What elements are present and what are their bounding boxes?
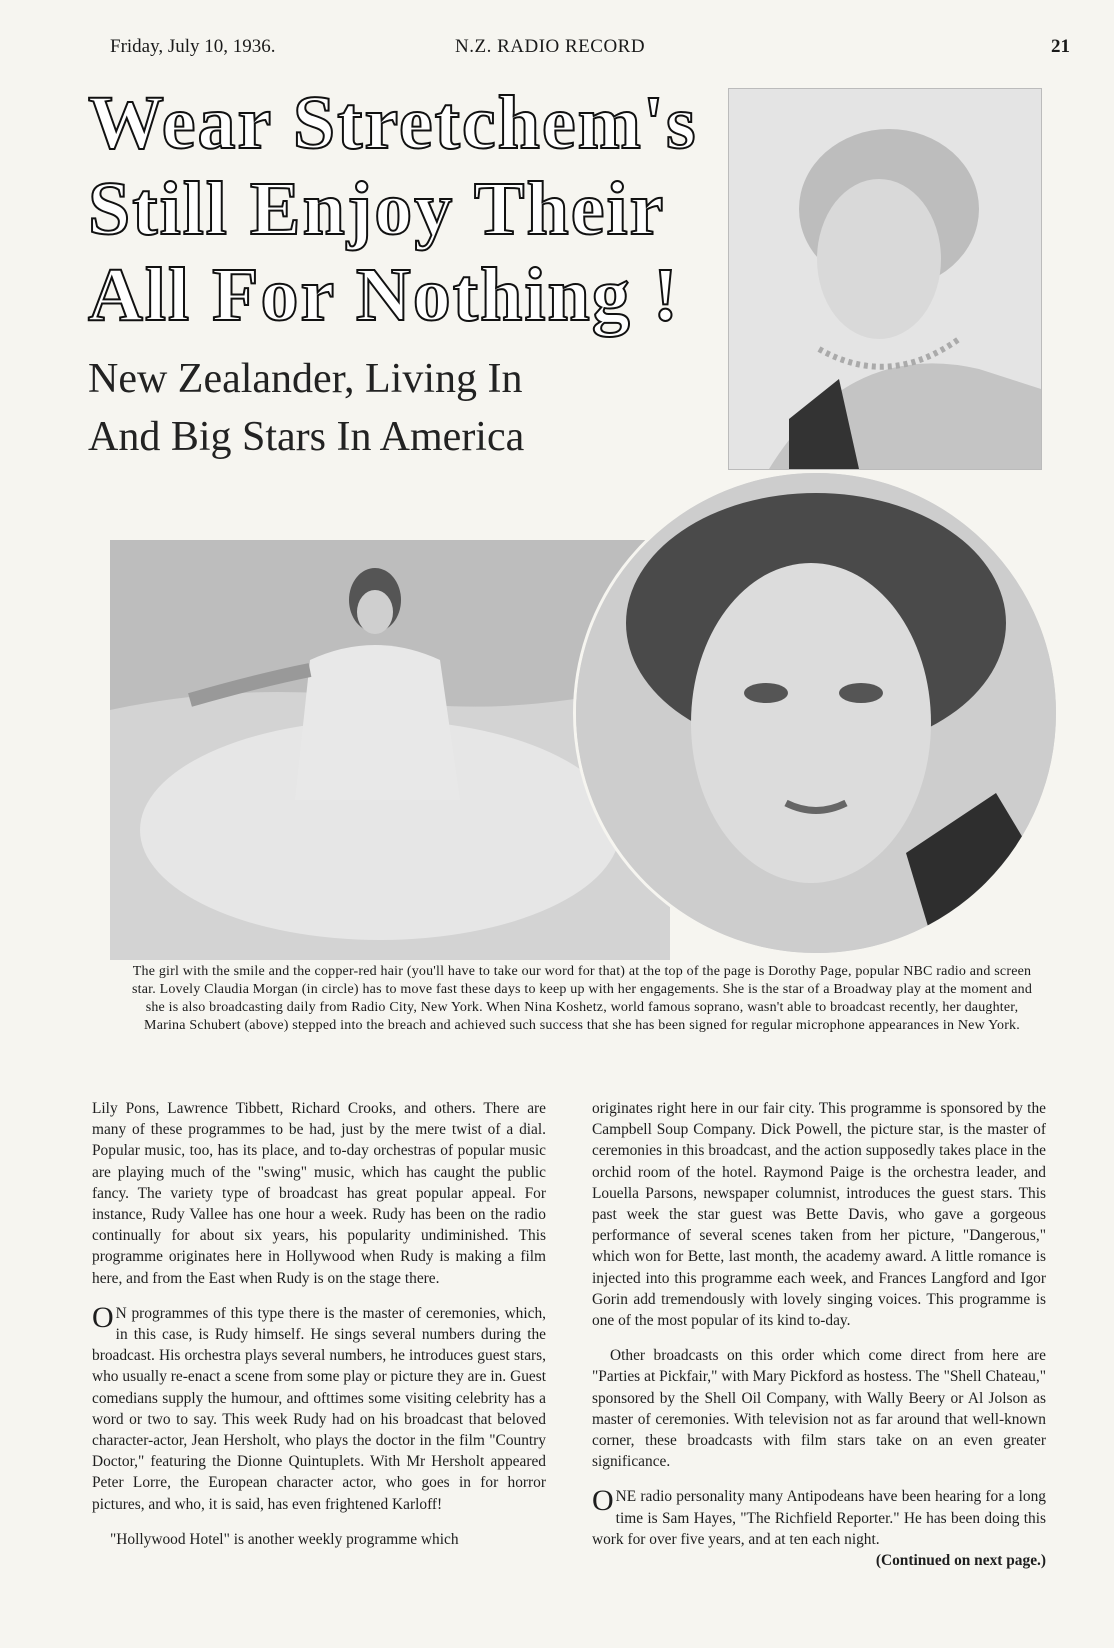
headline (88, 80, 698, 338)
photo-caption: The girl with the smile and the copper-red hair (you'll have to take our word for that) at the top of the page is Dorothy Page, popular NBC radio and screen star. Lovely Claudia Morgan (in circle) has to move fast these days to keep up with her engagements. She is the star of a Broadway play at the moment and she is also broadcasting daily from Radio City, New York. When Nina Koshetz, world famous soprano, wasn't able to broadcast recently, her daughter, Marina Schubert (above) stepped into the breach and achieved such success that she has been signed for regular microphone appearances in New York. (131, 964, 1033, 1033)
subheadline (88, 350, 688, 466)
issue-date: Friday, July 10, 1936. (110, 36, 276, 57)
portrait-photo-claudia-morgan (573, 470, 1059, 956)
paragraph: Lily Pons, Lawrence Tibbett, Richard Crooks, and others. There are many of these programmes to be had, just by the mere twist of a dial. Popular music, too, has its place, and to-day orchestras of popular music are playing much of the "swing" music, which has caught the public fancy. The variety type of broadcast has great popular appeal. For instance, Rudy Vallee has one hour a week. Rudy has been on the radio continually for about six years, his popularity undiminished. This programme originates here in Hollywood when Rudy is making a film here, and from the East when Rudy is on the stage there. (92, 1100, 546, 1287)
paragraph: Other broadcasts on this order which come direct from here are "Parties at Pickfair," with Mary Pickford as hostess. The "Shell Chateau," sponsored by the Shell Oil Company, with Wally Beery or Al Jolson as master of ceremonies. With television not as far around that well-known corner, these broadcasts with film stars take on an even greater significance. (592, 1347, 1046, 1471)
page-header (110, 36, 1070, 66)
paragraph (92, 1300, 546, 1515)
portrait-photo-dorothy-page (728, 88, 1042, 470)
article-column-left (92, 1098, 546, 1564)
paragraph-text: NE radio personality many Antipodeans have been hearing for a long time is Sam Hayes, "The Richfield Reporter." He has been doing this work for over five years, and at ten each night. (592, 1488, 1046, 1548)
paragraph (592, 1486, 1046, 1571)
subheadline-line-1: New Zealander, Living In (88, 356, 523, 402)
headline-line-2: Still Enjoy Their (88, 167, 666, 251)
headline-line-1: Wear Stretchem's (88, 81, 698, 165)
drop-cap: O (92, 1300, 114, 1334)
paragraph: "Hollywood Hotel" is another weekly programme which (110, 1530, 459, 1548)
page-number: 21 (1051, 36, 1070, 57)
subheadline-line-2: And Big Stars In America (88, 414, 525, 460)
drop-cap: O (592, 1484, 614, 1518)
publication-name: N.Z. RADIO RECORD (455, 36, 646, 57)
paragraph: originates right here in our fair city. This programme is sponsored by the Campbell Soup Company. Dick Powell, the picture star, is the master of ceremonies in this broadcast, and the action supposedly takes place in the orchid room of the hotel. Raymond Paige is the orchestra leader, and Louella Parsons, newspaper columnist, introduces the guest stars. This past week the star guest was Bette Davis, who gave a gorgeous performance of several scenes taken from her picture, "Dangerous," which won for Bette, last month, the academy award. A little romance is injected into this programme each week, and Frances Langford and Igor Gorin add tremendously with lovely singing voices. This programme is one of the most popular of its kind to-day. (592, 1100, 1046, 1330)
paragraph-text: N programmes of this type there is the master of ceremonies, which, in this case, is Rudy himself. He sings several numbers during the broadcast. His orchestra plays several numbers, he introduces guest stars, who usually re-enact a scene from some play or picture they are in. Guest comedians supply the humour, and ofttimes some visiting celebrity has a word or two to say. This week Rudy had on his broadcast that beloved character-actor, Jean Hersholt, who plays the doctor in the film "Country Doctor," featuring the Dionne Quintuplets. With Mr Hersholt appeared Peter Lorre, the European character actor, who goes in for horror pictures, and who, it is said, has even frightened Karloff! (92, 1304, 546, 1513)
article-column-right (592, 1098, 1046, 1585)
continued-notice[interactable]: (Continued on next page.) (875, 1552, 1046, 1570)
headline-line-3: All For Nothing ! (88, 253, 681, 337)
